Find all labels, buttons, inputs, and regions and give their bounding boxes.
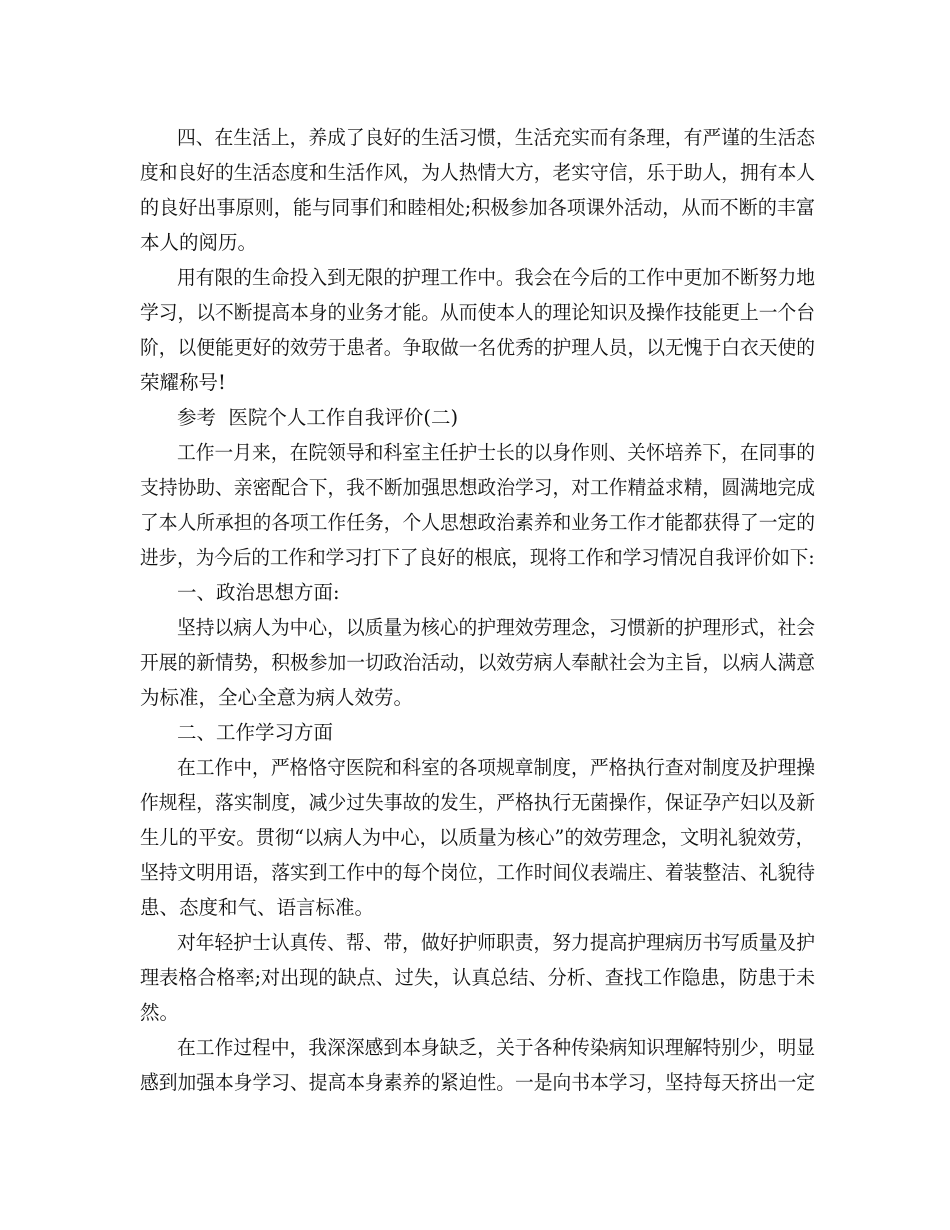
text-line: 用有限的生命投入到无限的护理工作中。我会在今后的工作中更加不断努力地 (177, 266, 816, 289)
text-line: 坚持文明用语，落实到工作中的每个岗位，工作时间仪表端庄、着装整洁、礼貌待 (140, 861, 816, 884)
text-line: 支持协助、亲密配合下，我不断加强思想政治学习，对工作精益求精，圆满地完成 (140, 476, 816, 499)
text-line: 在工作过程中，我深深感到本身缺乏，关于各种传染病知识理解特别少，明显 (177, 1036, 816, 1059)
text-line: 荣耀称号! (140, 371, 226, 394)
text-line: 进步，为今后的工作和学习打下了良好的根底，现将工作和学习情况自我评价如下: (140, 546, 815, 569)
text-line: 学习，以不断提高本身的业务才能。从而使本人的理论知识及操作技能更上一个台 (140, 301, 816, 324)
text-line: 感到加强本身学习、提高本身素养的紧迫性。一是向书本学习，坚持每天挤出一定 (140, 1071, 816, 1094)
text-line: 生儿的平安。贯彻“以病人为中心，以质量为核心”的效劳理念，文明礼貌效劳， (140, 826, 815, 849)
text-line: 坚持以病人为中心，以质量为核心的护理效劳理念，习惯新的护理形式，社会 (177, 616, 816, 639)
text-line: 开展的新情势，积极参加一切政治活动，以效劳病人奉献社会为主旨，以病人满意 (140, 651, 816, 674)
text-line: 在工作中，严格恪守医院和科室的各项规章制度，严格执行查对制度及护理操 (177, 756, 816, 779)
text-line: 作规程，落实制度，减少过失事故的发生，严格执行无菌操作，保证孕产妇以及新 (140, 791, 816, 814)
text-line: 度和良好的生活态度和生活作风，为人热情大方，老实守信，乐于助人，拥有本人 (140, 161, 816, 184)
text-line: 患、态度和气、语言标准。 (140, 896, 375, 919)
text-line: 然。 (140, 1001, 180, 1024)
text-line: 了本人所承担的各项工作任务，个人思想政治素养和业务工作才能都获得了一定的 (140, 511, 816, 534)
text-line: 的良好出事原则，能与同事们和睦相处;积极参加各项课外活动，从而不断的丰富 (140, 196, 816, 219)
text-line: 本人的阅历。 (140, 231, 258, 254)
text-line: 理表格合格率;对出现的缺点、过失，认真总结、分析、查找工作隐患，防患于未 (140, 966, 816, 989)
text-line: 四、在生活上，养成了良好的生活习惯，生活充实而有条理，有严谨的生活态 (177, 126, 816, 149)
text-line: 对年轻护士认真传、帮、带，做好护师职责，努力提高护理病历书写质量及护 (177, 931, 816, 954)
text-line: 为标准，全心全意为病人效劳。 (140, 686, 414, 709)
section-heading: 参考 医院个人工作自我评价(二) (177, 406, 459, 429)
subheading: 二、工作学习方面 (177, 721, 334, 744)
text-line: 工作一月来，在院领导和科室主任护士长的以身作则、关怀培养下，在同事的 (177, 441, 816, 464)
text-line: 阶，以便能更好的效劳于患者。争取做一名优秀的护理人员，以无愧于白衣天使的 (140, 336, 816, 359)
subheading: 一、政治思想方面: (177, 581, 340, 604)
